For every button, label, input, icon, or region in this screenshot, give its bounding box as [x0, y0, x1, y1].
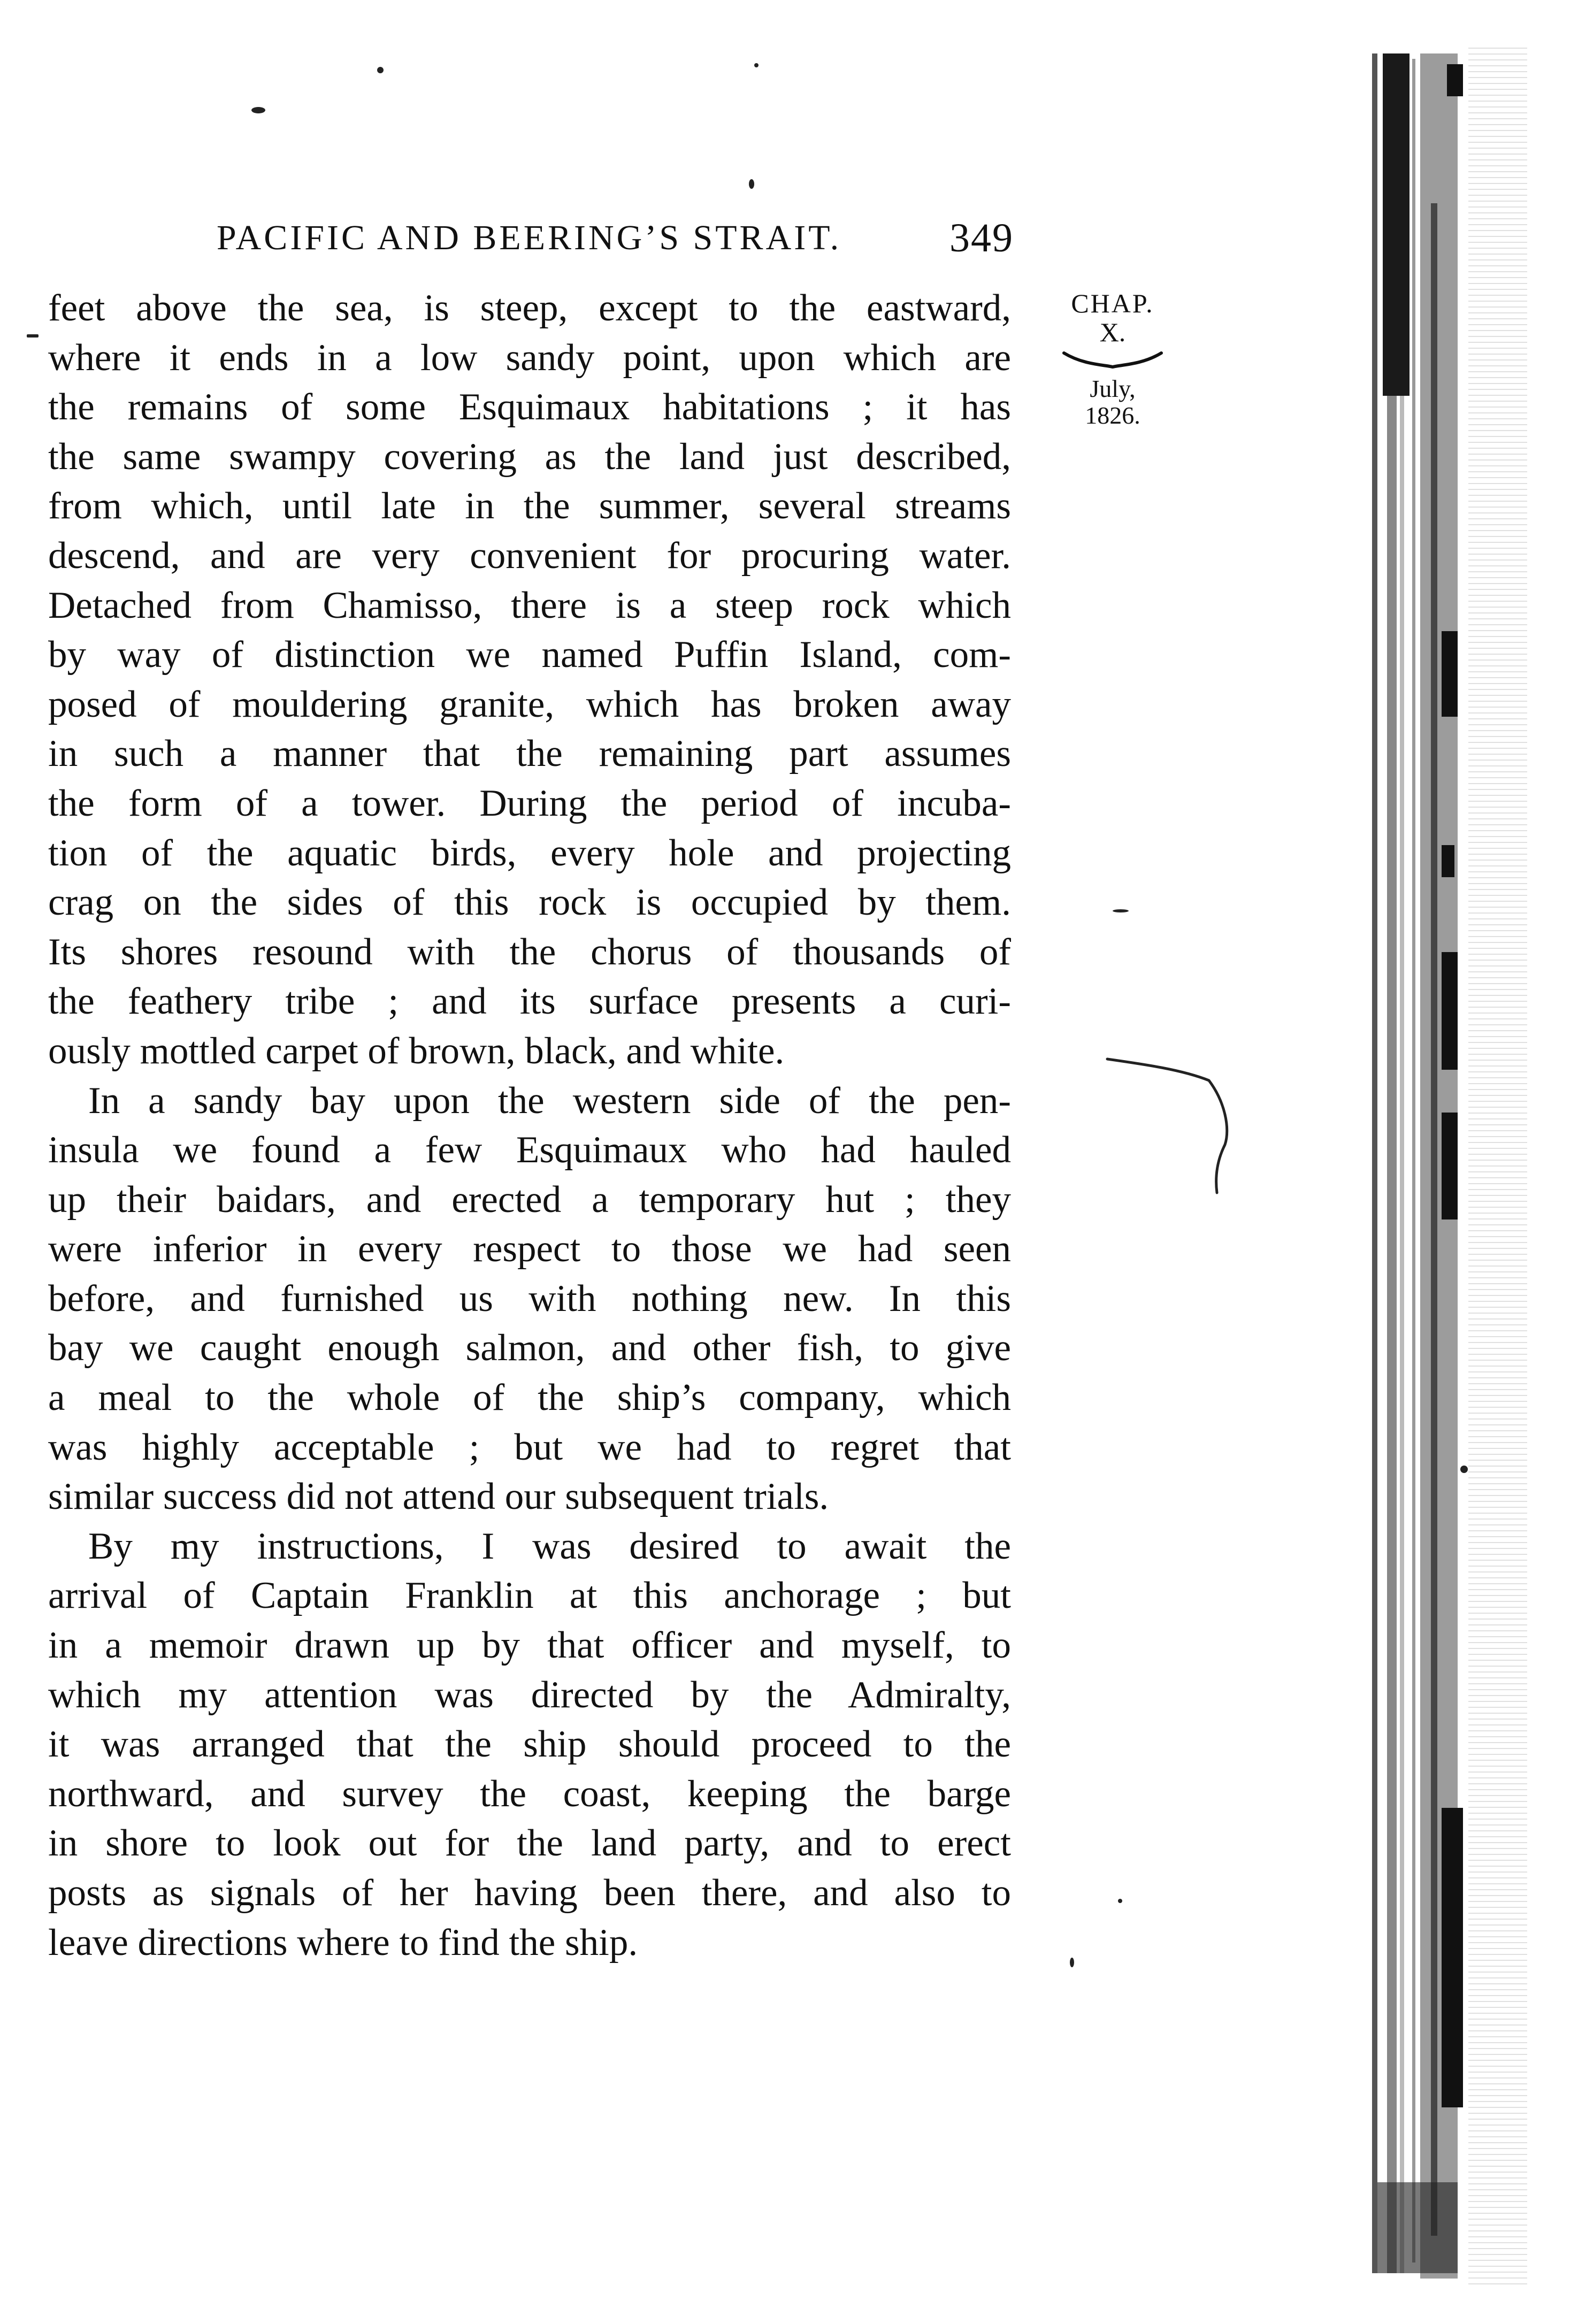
- text-line: Detached from Chamisso, there is a steep rock which: [48, 584, 1011, 626]
- page-number: 349: [949, 216, 1014, 260]
- text-line: up their baidars, and erected a temporary hut ; they: [48, 1178, 1011, 1221]
- text-line: which my attention was directed by the Admiralty,: [48, 1674, 1011, 1716]
- text-line: the same swampy covering as the land just described,: [48, 435, 1011, 478]
- running-head-title: PACIFIC AND BEERING’S STRAIT.: [217, 218, 842, 257]
- text-line: the form of a tower. During the period of incuba-: [48, 782, 1011, 824]
- stray-speck: [749, 179, 754, 189]
- running-head: [217, 214, 1019, 262]
- text-line: in a memoir drawn up by that officer and myself, to: [48, 1624, 1011, 1667]
- text-line: ously mottled carpet of brown, black, and white.: [48, 1030, 785, 1072]
- text-line: the remains of some Esquimaux habitations ; it has: [48, 386, 1011, 428]
- text-line: posed of mouldering granite, which has broken away: [48, 683, 1011, 725]
- text-line: By my instructions, I was desired to await the: [88, 1525, 1011, 1567]
- text-line: a meal to the whole of the ship’s company, which: [48, 1377, 1011, 1419]
- text-line: it was arranged that the ship should proceed to the: [48, 1723, 1011, 1766]
- margin-month: July,: [1090, 375, 1136, 402]
- scanned-page-strip: [1468, 43, 1527, 2289]
- stray-speck: [251, 107, 265, 113]
- text-line: posts as signals of her having been there, and also to: [48, 1872, 1011, 1914]
- margin-year: 1826.: [1085, 402, 1140, 429]
- text-line: by way of distinction we named Puffin Island, com-: [48, 634, 1011, 676]
- text-line: feet above the sea, is steep, except to the eastward,: [48, 287, 1011, 329]
- text-line: bay we caught enough salmon, and other fish, to give: [48, 1327, 1011, 1369]
- text-line: crag on the sides of this rock is occupied by them.: [48, 881, 1011, 924]
- chapter-number: X.: [1099, 317, 1126, 347]
- stray-ink-mark: [1102, 1048, 1241, 1209]
- text-line: was highly acceptable ; but we had to regret that: [48, 1426, 1011, 1468]
- stray-speck: [1070, 1958, 1074, 1967]
- text-line: tion of the aquatic birds, every hole and projecting: [48, 832, 1011, 874]
- text-line: were inferior in every respect to those we had seen: [48, 1228, 1011, 1270]
- chapter-label: CHAP.: [1071, 288, 1154, 318]
- text-line: arrival of Captain Franklin at this anchorage ; but: [48, 1575, 1011, 1617]
- body-text: [48, 283, 1011, 1967]
- text-line: from which, until late in the summer, several streams: [48, 485, 1011, 527]
- stray-dash-mark: [27, 334, 39, 338]
- text-line: before, and furnished us with nothing new. In this: [48, 1277, 1011, 1320]
- stray-speck: [1113, 909, 1129, 912]
- stray-speck: [377, 67, 384, 73]
- text-line: In a sandy bay upon the western side of the pen-: [88, 1079, 1011, 1122]
- scanned-book-edge: [1361, 43, 1468, 2289]
- text-line: Its shores resound with the chorus of thousands of: [48, 931, 1011, 973]
- margin-note: [1046, 289, 1179, 429]
- brace-icon: [1062, 349, 1163, 370]
- text-line: in such a manner that the remaining part assumes: [48, 733, 1011, 775]
- text-line: similar success did not attend our subsequent trials.: [48, 1476, 829, 1518]
- text-line: northward, and survey the coast, keeping the barge: [48, 1773, 1011, 1815]
- text-line: leave directions where to find the ship.: [48, 1921, 638, 1963]
- text-line: the feathery tribe ; and its surface presents a curi-: [48, 980, 1011, 1023]
- stray-speck: [754, 63, 759, 67]
- stray-speck: [1118, 1899, 1122, 1903]
- text-line: descend, and are very convenient for procuring water.: [48, 534, 1011, 577]
- text-line: insula we found a few Esquimaux who had hauled: [48, 1129, 1011, 1171]
- text-line: where it ends in a low sandy point, upon which are: [48, 336, 1011, 379]
- text-line: in shore to look out for the land party, and to erect: [48, 1822, 1011, 1865]
